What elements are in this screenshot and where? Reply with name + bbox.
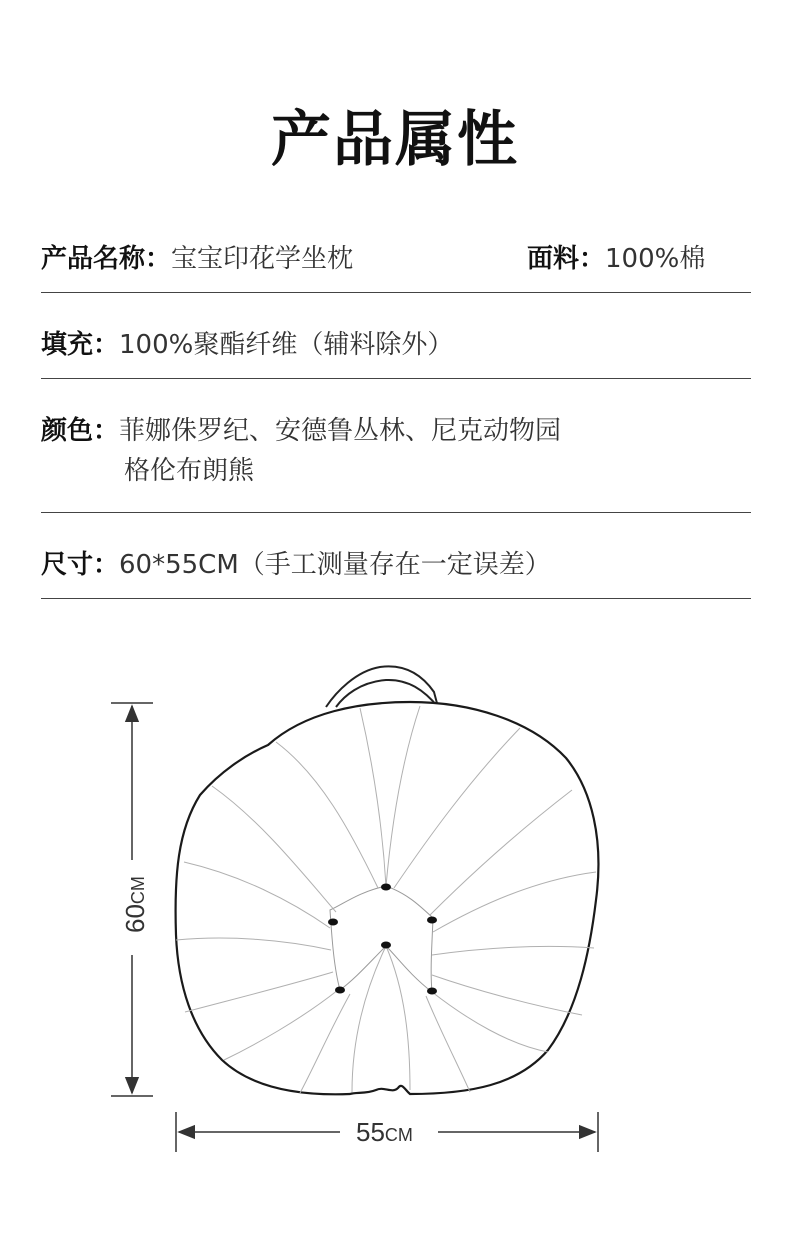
width-unit: CM <box>384 1125 413 1145</box>
height-number: 60 <box>120 904 150 933</box>
pillow-drawing <box>176 666 599 1094</box>
attribute-label: 填充： <box>41 330 120 360</box>
attribute-label: 产品名称： <box>41 244 172 274</box>
page-title: 产品属性 <box>271 105 519 175</box>
height-unit: CM <box>128 876 148 905</box>
attribute-value: 100%聚酯纤维（辅料除外） <box>119 330 454 360</box>
pillow-loop <box>326 666 438 707</box>
width-number: 55 <box>356 1117 385 1147</box>
attribute-value: 100%棉 <box>605 244 706 274</box>
pillow-button <box>427 988 437 995</box>
pillow-button <box>335 987 345 994</box>
pillow-button <box>381 884 391 891</box>
attribute-value: 60*55CM（手工测量存在一定误差） <box>119 550 551 580</box>
attribute-value: 格伦布朗熊 <box>124 456 255 486</box>
pillow-button <box>427 917 437 924</box>
width-dimension <box>176 1112 598 1152</box>
attribute-label: 面料： <box>527 244 606 274</box>
height-label <box>120 876 150 933</box>
attribute-label: 颜色： <box>41 416 120 446</box>
height-dimension <box>111 703 153 1096</box>
pillow-button <box>381 942 391 949</box>
pillow-button <box>328 919 338 926</box>
attribute-value: 菲娜侏罗纪、安德鲁丛林、尼克动物园 <box>119 416 562 446</box>
attribute-value: 宝宝印花学坐枕 <box>171 244 354 274</box>
attribute-label: 尺寸： <box>41 550 120 580</box>
width-label <box>356 1117 413 1147</box>
